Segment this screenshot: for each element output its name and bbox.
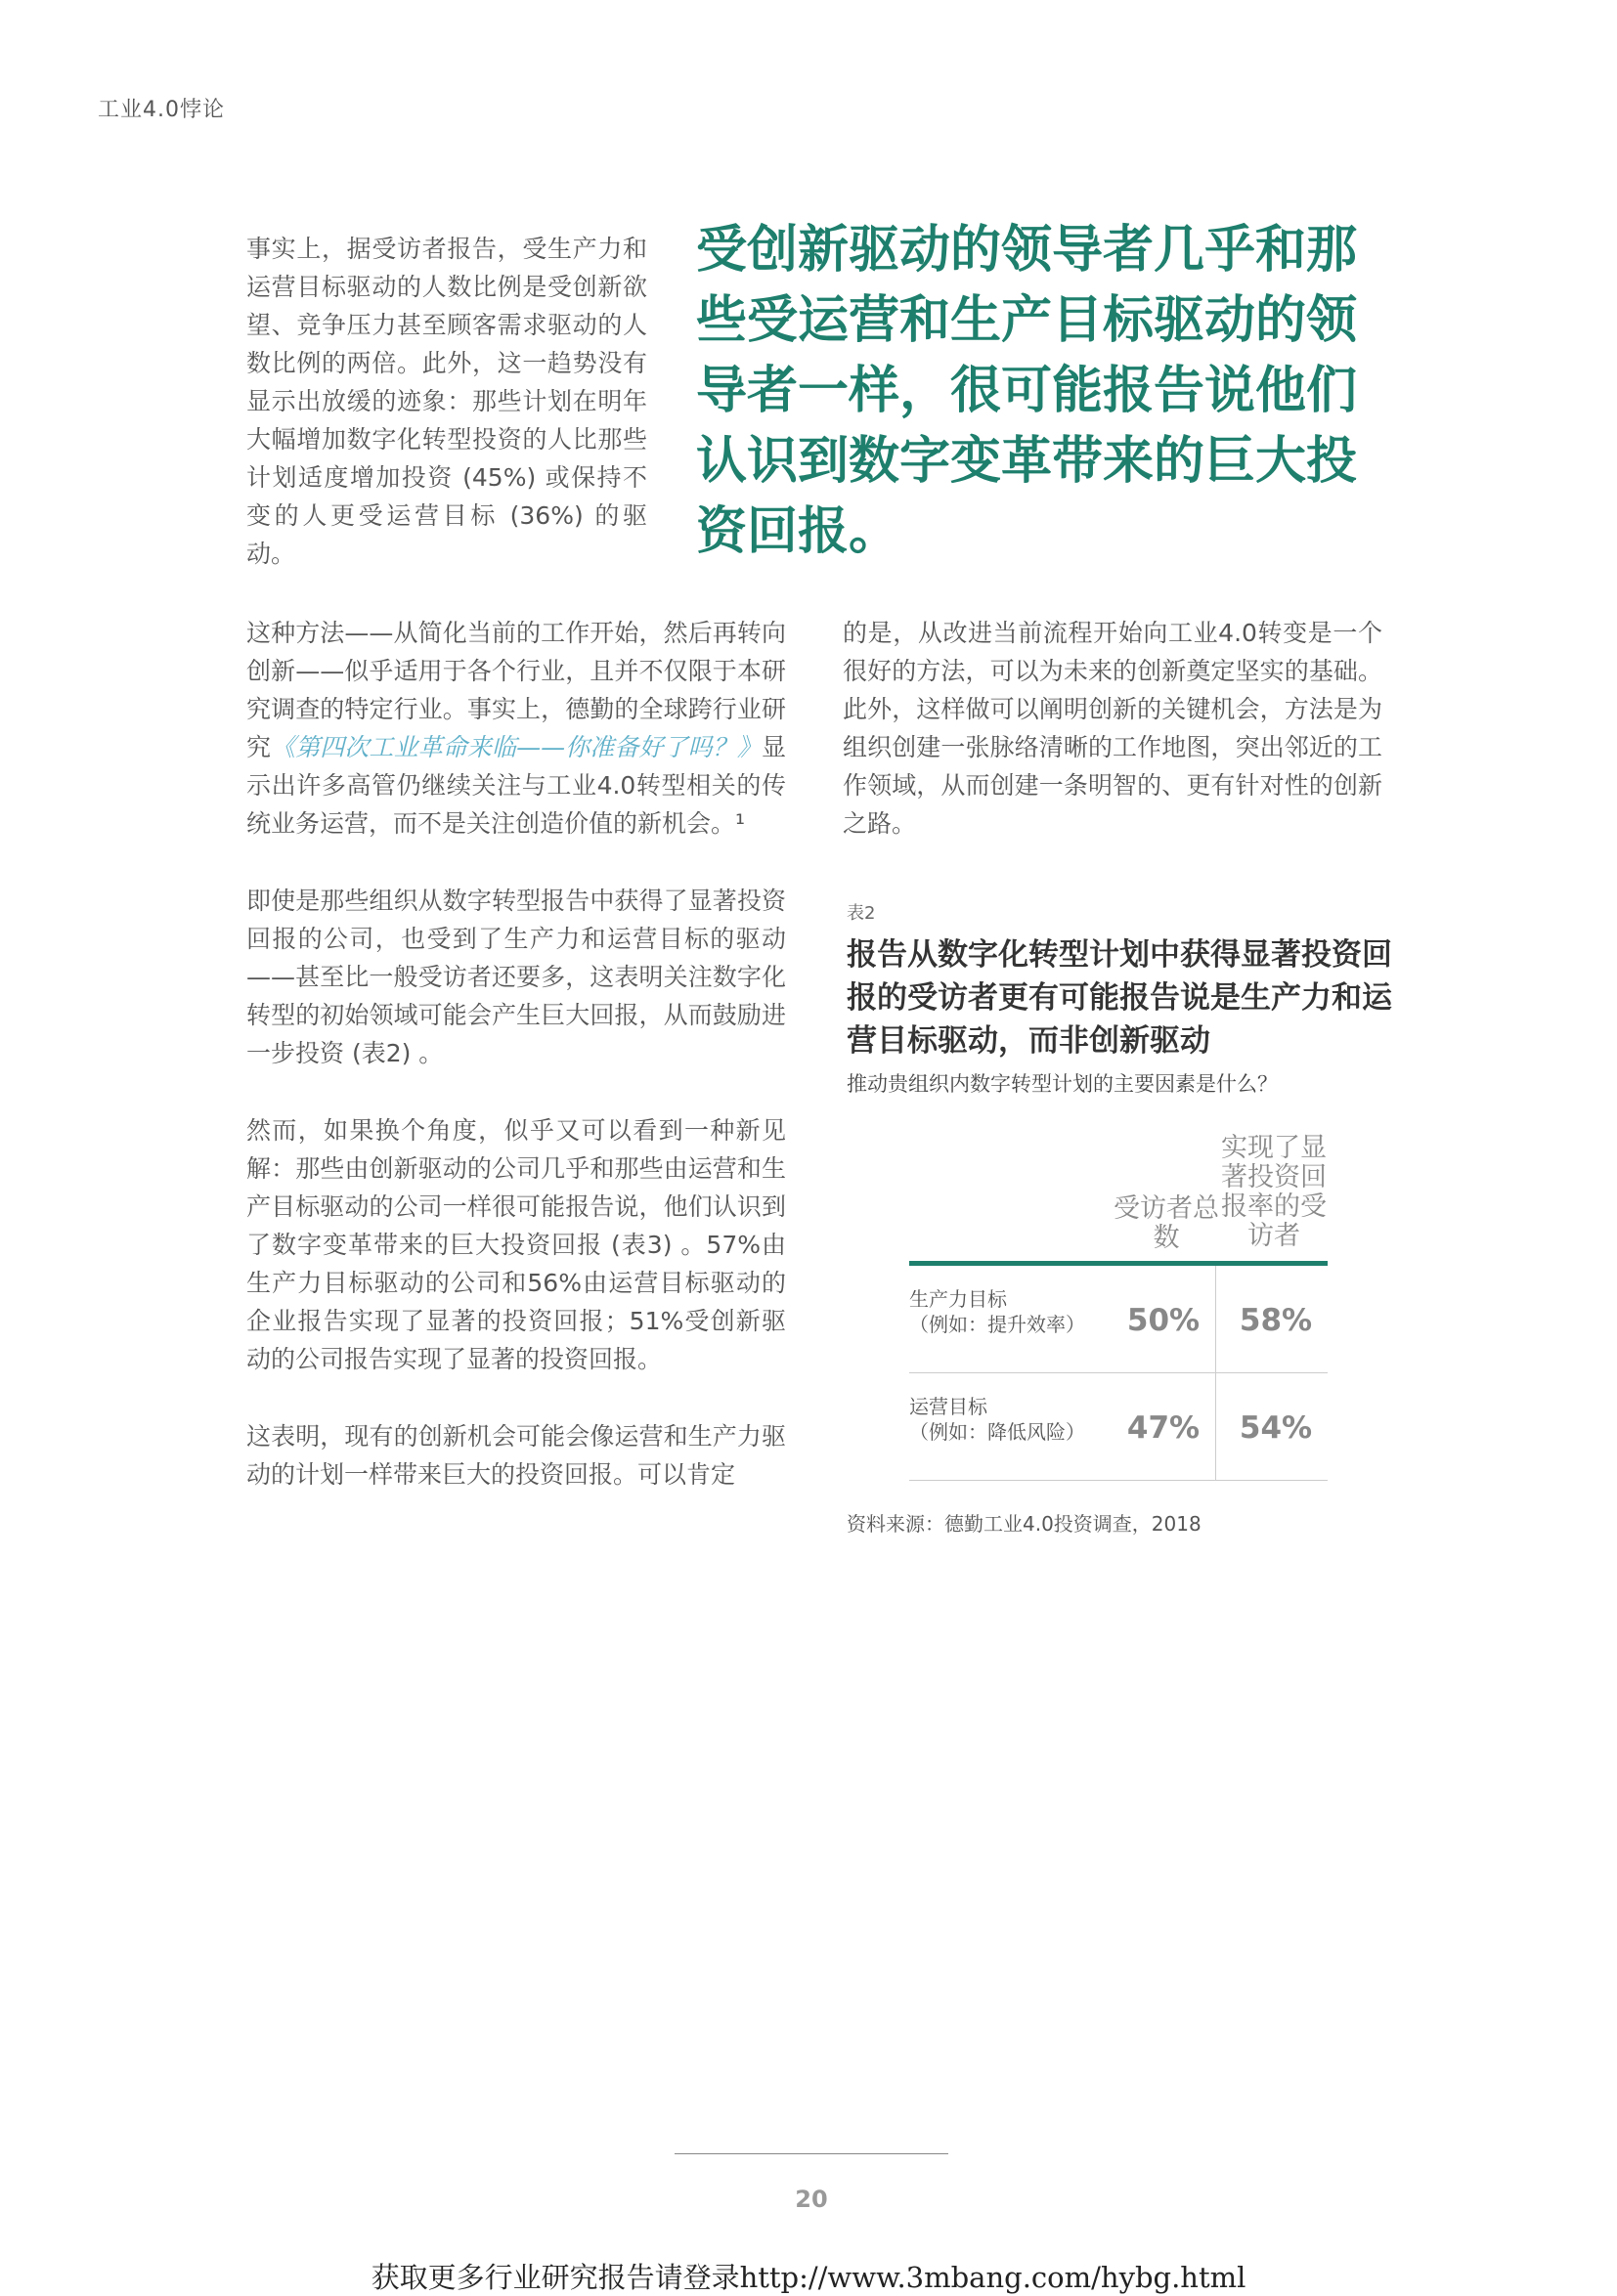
table-title: 报告从数字化转型计划中获得显著投资回报的受访者更有可能报告说是生产力和运营目标驱动，而非创新驱动 <box>847 937 1392 1059</box>
intro-paragraph: 事实上，据受访者报告，受生产力和运营目标驱动的人数比例是受创新欲望、竞争压力甚至顾客需求驱动的人数比例的两倍。此外，这一趋势没有显示出放缓的迹象：那些计划在明年大幅增加数字化转型投资的人比那些计划适度增加投资 (45%) 或保持不变的人更受运营目标 (36%) 的驱动。 <box>246 235 647 568</box>
row-label-example: （例如：提升效率） <box>909 1313 1085 1336</box>
body-paragraph-2: 即使是那些组织从数字转型报告中获得了显著投资回报的公司，也受到了生产力和运营目标的驱动——甚至比一般受访者还要多，这表明关注数字化转型的初始领域可能会产生巨大回报，从而鼓励进一步投资 (表2) 。 <box>246 887 786 1067</box>
table-cell-value: 50% <box>1126 1303 1201 1338</box>
page-number: 20 <box>795 2186 828 2213</box>
table-label: 表2 <box>847 903 876 924</box>
column-header-roi: 实现了显著投资回报率的受访者 <box>1221 1133 1327 1251</box>
study-link[interactable]: 《第四次工业革命来临——你准备好了吗？》 <box>271 733 762 761</box>
row-divider <box>909 1372 1328 1373</box>
body-paragraph-3: 然而，如果换个角度，似乎又可以看到一种新见解：那些由创新驱动的公司几乎和那些由运营和生产目标驱动的公司一样很可能报告说，他们认识到了数字变革带来的巨大投资回报 (表3) 。57%由生产力目标驱动的公司和56%由运营目标驱动的企业报告实现了显著的投资回报；51%受创新驱动的公司报告实现了显著的投资回报。 <box>246 1116 786 1373</box>
footer-rule <box>675 2153 948 2154</box>
row-label-example: （例如：降低风险） <box>909 1420 1085 1444</box>
table-cell-value: 47% <box>1126 1410 1201 1446</box>
table-cell-value: 58% <box>1239 1303 1313 1338</box>
pull-quote: 受创新驱动的领导者几乎和那些受运营和生产目标驱动的领导者一样，很可能报告说他们认识到数字变革带来的巨大投资回报。 <box>696 221 1358 561</box>
body-paragraph-1 <box>246 614 786 843</box>
row-label-line: 运营目标 <box>909 1395 987 1418</box>
row-label-operations <box>909 1394 1124 1445</box>
footer-banner[interactable]: 获取更多行业研究报告请登录http://www.3mbang.com/hybg.html <box>371 2261 1246 2294</box>
intro-column <box>246 230 647 612</box>
table-cell-value: 54% <box>1239 1410 1313 1446</box>
table-source: 资料来源：德勤工业4.0投资调查，2018 <box>847 1512 1202 1536</box>
table-top-rule <box>909 1261 1328 1266</box>
table-subtitle: 推动贵组织内数字转型计划的主要因素是什么？ <box>847 1072 1278 1096</box>
table-bottom-rule <box>909 1480 1328 1481</box>
column-header-total: 受访者总数 <box>1114 1193 1219 1253</box>
row-label-productivity <box>909 1286 1124 1337</box>
p1-before: 这种方法——从简化当前的工作开始，然后再转向创新——似乎适用于各个行业，且并不仅限于本研究调查的特定行业。事实上，德勤的全球跨行业研究 <box>246 619 786 761</box>
right-column <box>843 614 1382 882</box>
running-header: 工业4.0悖论 <box>98 98 225 122</box>
left-column <box>246 614 786 1533</box>
body-paragraph-4: 这表明，现有的创新机会可能会像运营和生产力驱动的计划一样带来巨大的投资回报。可以肯定 <box>246 1422 786 1489</box>
body-paragraph-5: 的是，从改进当前流程开始向工业4.0转变是一个很好的方法，可以为未来的创新奠定坚实的基础。此外，这样做可以阐明创新的关键机会，方法是为组织创建一张脉络清晰的工作地图，突出邻近的工作领域，从而创建一条明智的、更有针对性的创新之路。 <box>843 619 1382 838</box>
row-label-line: 生产力目标 <box>909 1287 1007 1311</box>
p1-after: 显示出许多高管仍继续关注与工业4.0转型相关的传统业务运营，而不是关注创造价值的新机会。¹ <box>246 733 786 838</box>
